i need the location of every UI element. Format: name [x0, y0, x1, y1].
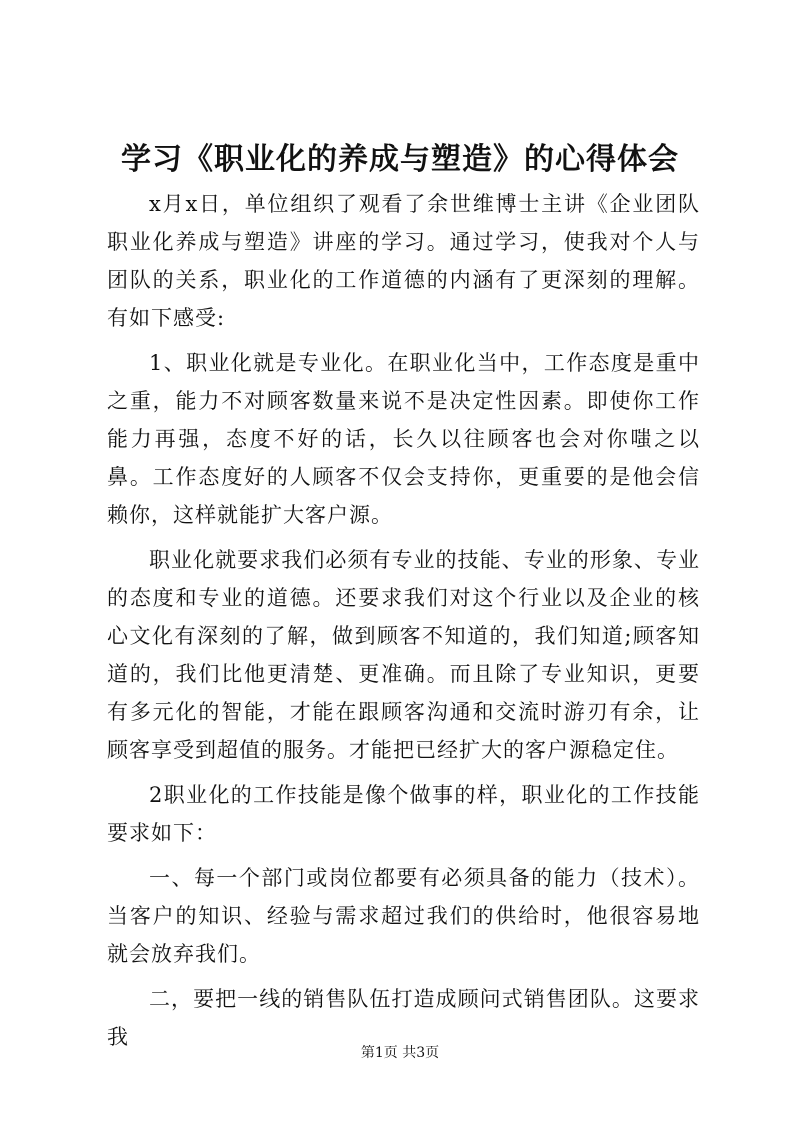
- paragraph: 一、每一个部门或岗位都要有必须具备的能力（技术）。当客户的知识、经验与需求超过我们的供给时，他很容易地就会放弃我们。: [107, 866, 700, 966]
- paragraph: 2职业化的工作技能是像个做事的样，职业化的工作技能要求如下：: [107, 783, 700, 845]
- paragraph: 二，要把一线的销售队伍打造成顾问式销售团队。这要求我: [107, 987, 700, 1049]
- paragraph: 1、职业化就是专业化。在职业化当中，工作态度是重中之重，能力不对顾客数量来说不是决定性因素。即使你工作能力再强，态度不好的话，长久以往顾客也会对你嗤之以鼻。工作态度好的人顾客不仅会支持你，更重要的是他会信赖你，这样就能扩大客户源。: [107, 351, 700, 527]
- document-body: [107, 185, 700, 1056]
- page-number-footer: 第1页 共3页: [360, 1045, 440, 1061]
- paragraph: x月x日，单位组织了观看了余世维博士主讲《企业团队职业化养成与塑造》讲座的学习。通过学习，使我对个人与团队的关系，职业化的工作道德的内涵有了更深刻的理解。有如下感受:: [107, 192, 700, 330]
- document-title: 学习《职业化的养成与塑造》的心得体会: [121, 142, 679, 177]
- paragraph: 职业化就要求我们必须有专业的技能、专业的形象、专业的态度和专业的道德。还要求我们对这个行业以及企业的核心文化有深刻的了解，做到顾客不知道的，我们知道;顾客知道的，我们比他更清楚、更准确。而且除了专业知识，更要有多元化的智能，才能在跟顾客沟通和交流时游刃有余，让顾客享受到超值的服务。才能把已经扩大的客户源稳定住。: [107, 548, 700, 762]
